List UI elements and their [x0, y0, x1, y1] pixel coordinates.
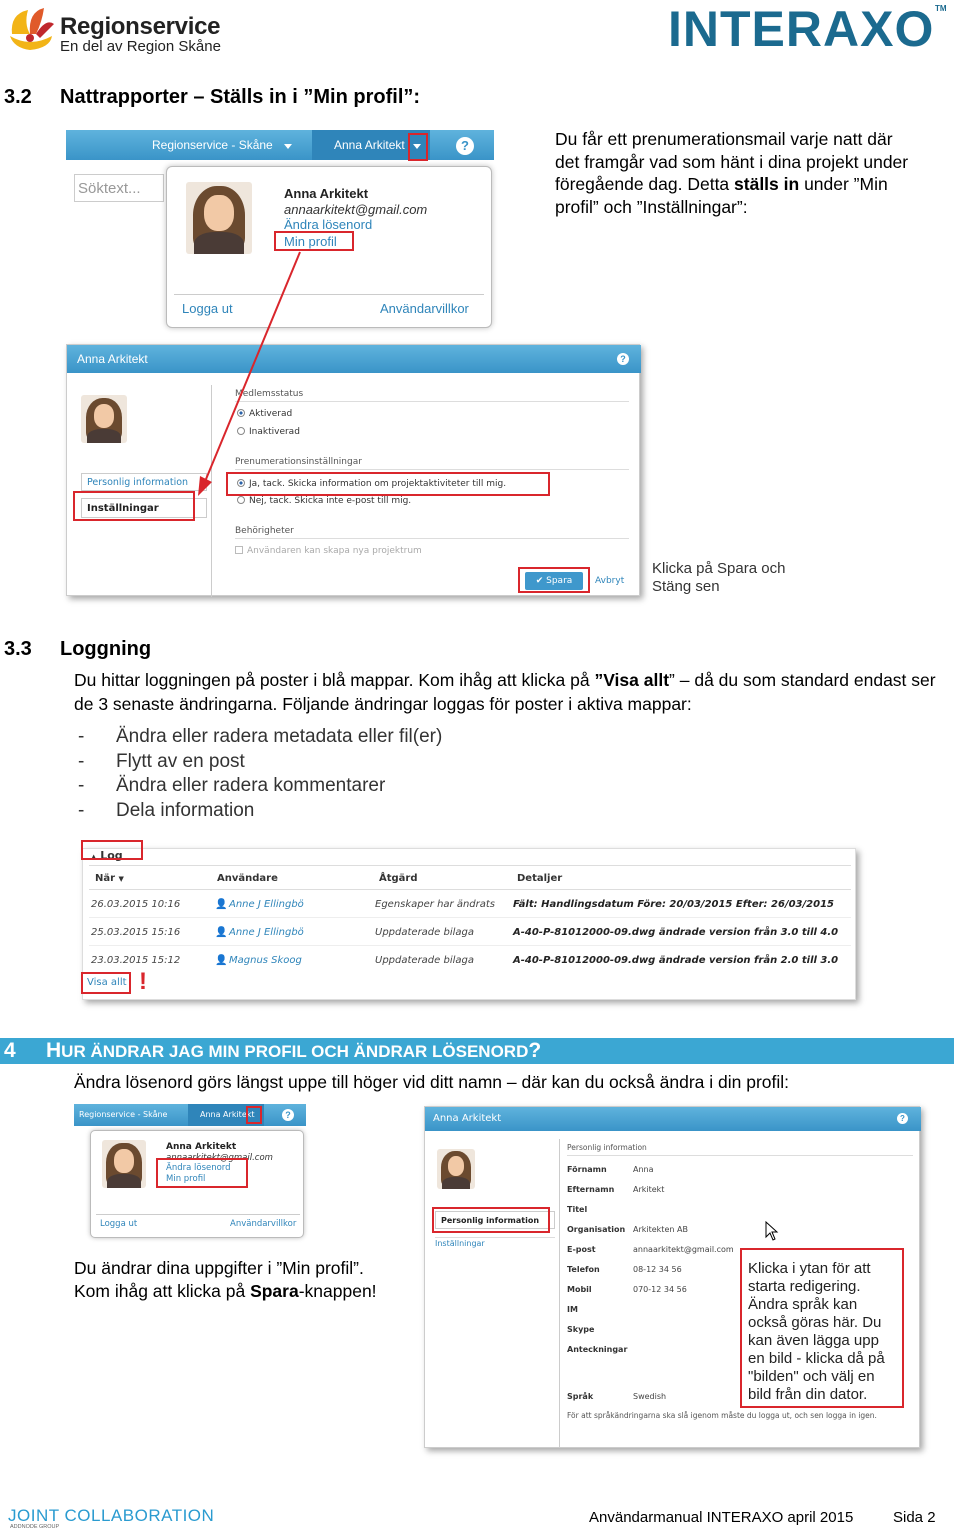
user-icon: 👤: [215, 927, 228, 938]
cancel-button[interactable]: Avbryt: [595, 576, 625, 586]
dropdown-user-email: annaarkitekt@gmail.com: [166, 1153, 273, 1163]
exclamation-mark: !: [139, 968, 147, 995]
highlight-user-dropdown: [408, 133, 428, 161]
tab-settings[interactable]: Inställningar: [435, 1239, 485, 1248]
section-4-intro: Ändra lösenord görs längst uppe till höger vid ditt namn – där kan du också ändra i din profil:: [74, 1072, 790, 1092]
section-heading: Personlig information: [567, 1143, 647, 1152]
list-item: - Flytt av en post: [78, 750, 245, 772]
list-item: - Ändra eller radera metadata eller fil(er): [78, 726, 443, 747]
my-profile-link[interactable]: Min profil: [284, 234, 337, 249]
row-rule: [89, 945, 851, 946]
field-label: Organisation: [567, 1225, 626, 1234]
list-item: - Ändra eller radera kommentarer: [78, 775, 386, 796]
radio-active[interactable]: Aktiverad: [237, 409, 292, 419]
nav-user-label[interactable]: Anna Arkitekt: [200, 1110, 255, 1119]
list-item: - Dela information: [78, 799, 255, 821]
highlight-settings-tab: [73, 491, 195, 521]
checkbox-create-project-room[interactable]: Användaren kan skapa nya projektrum: [235, 546, 422, 556]
col-user: Användare: [217, 873, 278, 884]
section-3-2-number: 3.2: [4, 86, 32, 108]
callout-text: Klicka i ytan för att starta redigering. Ändra språk kan också göras här. Du kan även lägga upp en bild - klicka då på "bilden" och välj en bild från din dator.: [748, 1260, 885, 1403]
language-note: För att språkändringarna ska slå igenom måste du logga ut, och sen logga in igen.: [567, 1411, 877, 1420]
logo-title: Regionservice: [60, 13, 221, 40]
nav-left-label[interactable]: Regionservice - Skåne: [152, 138, 273, 152]
tab-personal-information[interactable]: Personlig information: [435, 1211, 555, 1229]
tab-settings[interactable]: Inställningar: [81, 498, 207, 518]
field-label: E-post: [567, 1245, 596, 1254]
nav-left-label[interactable]: Regionservice - Skåne: [79, 1110, 168, 1119]
collapse-icon: ▲: [91, 853, 97, 861]
highlight-show-all: [81, 972, 131, 994]
user-icon: 👤: [215, 899, 228, 910]
avatar[interactable]: [186, 182, 252, 254]
highlight-user-dropdown: [246, 1106, 262, 1124]
field-label: Titel: [567, 1205, 588, 1214]
help-icon[interactable]: ?: [897, 1113, 908, 1124]
terms-link[interactable]: Användarvillkor: [230, 1219, 297, 1229]
field-label: IM: [567, 1305, 578, 1314]
sort-down-icon: ▼: [118, 875, 124, 883]
log-tab[interactable]: ▲ Log: [91, 849, 123, 862]
avatar[interactable]: [437, 1149, 475, 1189]
section-rule: [567, 1155, 913, 1156]
permissions-rule: [235, 538, 629, 539]
highlight-log-tab: [81, 840, 143, 860]
avatar[interactable]: [81, 395, 127, 443]
profile-title: Anna Arkitekt: [433, 1113, 502, 1124]
save-button[interactable]: ✔ Spara: [525, 572, 583, 590]
row-rule: [89, 917, 851, 918]
log-header-rule: [89, 865, 851, 866]
field-label: Telefon: [567, 1265, 600, 1274]
check-icon: ✔: [535, 576, 544, 586]
tab-personal-information[interactable]: Personlig information: [81, 473, 207, 491]
logo-subtitle: En del av Region Skåne: [60, 38, 221, 55]
col-when[interactable]: När ▼: [95, 873, 124, 884]
dropdown-user-email: annaarkitekt@gmail.com: [284, 202, 428, 217]
show-all-link[interactable]: Visa allt: [87, 977, 127, 988]
field-label: Förnamn: [567, 1165, 607, 1174]
help-icon[interactable]: ?: [282, 1109, 294, 1121]
footer-title: Användarmanual INTERAXO april 2015: [589, 1509, 854, 1526]
settings-title: Anna Arkitekt: [77, 352, 148, 366]
permissions-heading: Behörigheter: [235, 526, 294, 536]
settings-screenshot: [66, 344, 640, 596]
field-value[interactable]: 08-12 34 56: [633, 1265, 682, 1274]
field-label: Anteckningar: [567, 1345, 628, 1354]
flower-logo-icon: [6, 4, 56, 52]
tab-rule: [435, 1237, 555, 1238]
user-icon: 👤: [215, 955, 228, 966]
footer-logo: JOINT COLLABORATION: [8, 1506, 215, 1525]
field-value[interactable]: 070-12 34 56: [633, 1285, 687, 1294]
section-3-3-title: Loggning: [60, 638, 152, 660]
change-password-link[interactable]: Ändra lösenord: [166, 1163, 231, 1173]
field-label: Skype: [567, 1325, 595, 1334]
col-details: Detaljer: [517, 873, 563, 884]
field-value[interactable]: annaarkitekt@gmail.com: [633, 1245, 734, 1254]
section-4-text: Du ändrar dina uppgifter i ”Min profil”. Kom ihåg att klicka på Spara-knappen!: [74, 1258, 377, 1301]
radio-subscribe-yes[interactable]: Ja, tack. Skicka information om projektaktiviteter till mig.: [237, 479, 506, 489]
section-3-3-number: 3.3: [4, 638, 32, 660]
search-placeholder: Söktext...: [78, 180, 141, 197]
field-value[interactable]: Arkitekt: [633, 1185, 665, 1194]
page-number: Sida 2: [893, 1509, 936, 1526]
field-label: Mobil: [567, 1285, 592, 1294]
logout-link[interactable]: Logga ut: [182, 301, 233, 316]
section-3-3-intro: Du hittar loggningen på poster i blå mappar. Kom ihåg att klicka på ”Visa allt” – då du som standard endast ser de 3 senaste ändringarna. Följande ändringar loggas för poster i aktiva mappar:: [74, 670, 936, 714]
nav-user-label[interactable]: Anna Arkitekt: [334, 138, 405, 152]
bullet-list: [78, 725, 442, 823]
arrow-icon: [190, 248, 310, 498]
section-4-number: 4: [4, 1039, 16, 1062]
section-4-title: HUR ÄNDRAR JAG MIN PROFIL OCH ÄNDRAR LÖSENORD?: [46, 1039, 542, 1062]
field-label: Efternamn: [567, 1185, 615, 1194]
avatar[interactable]: [102, 1140, 146, 1188]
footer-logo-sub: ADDNODE GROUP: [10, 1524, 60, 1530]
field-label: Språk: [567, 1392, 594, 1401]
dropdown-divider: [96, 1214, 300, 1215]
terms-link[interactable]: Användarvillkor: [380, 301, 469, 316]
settings-title-bar: [67, 345, 641, 373]
regionservice-logo: [6, 4, 236, 56]
my-profile-link[interactable]: Min profil: [166, 1174, 206, 1184]
logout-link[interactable]: Logga ut: [100, 1219, 138, 1229]
help-icon[interactable]: ?: [456, 137, 474, 155]
highlight-profile-links: [156, 1158, 248, 1188]
highlight-save-button: [518, 567, 590, 593]
profile-left-divider: [559, 1139, 560, 1447]
field-value[interactable]: Anna: [633, 1165, 654, 1174]
table-header-rule: [89, 889, 851, 890]
save-caption: Klicka på Spara och Stäng sen: [652, 560, 786, 595]
subscription-heading: Prenumerationsinställningar: [235, 457, 362, 467]
chevron-down-icon: [284, 144, 292, 149]
membership-heading: Medlemsstatus: [235, 389, 304, 399]
help-icon[interactable]: ?: [617, 353, 629, 365]
interaxo-logo: INTERAXO: [668, 1, 935, 57]
radio-subscribe-no[interactable]: Nej, tack. Skicka inte e-post till mig.: [237, 496, 411, 506]
field-value[interactable]: Arkitekten AB: [633, 1225, 688, 1234]
change-password-link[interactable]: Ändra lösenord: [284, 217, 373, 232]
field-value[interactable]: Swedish: [633, 1392, 667, 1401]
highlight-personal-info-tab: [432, 1207, 550, 1233]
log-screenshot: ▲ Log När ▼ Användare Åtgärd Detaljer 26.03.2015 10:16 👤 Anne J Ellingbö Egenskaper har ändrats Fält: Handlingsdatum Före: 20/03/2015 Efter: 26/03/2015 25.03.2015 15:16 👤 Anne J Ellingbö Uppdaterade bilaga A-40-P-81012000-09.dwg ändrade version från 3.0 till 4.0 23.03.2015 15:12 👤 Magnus Skoog Uppdaterade bilaga A-40-P-81012000-09.dwg ändrade version från 2.0 till 3.0 Visa allt: [82, 848, 856, 1000]
radio-inactive[interactable]: Inaktiverad: [237, 427, 300, 437]
col-action: Åtgärd: [379, 873, 418, 884]
cursor-arrow-icon: [765, 1221, 779, 1246]
section-3-2-description: Du får ett prenumerationsmail varje natt där det framgår vad som hänt i dina projekt under föregående dag. Detta ställs in under ”Min profil” och ”Inställningar”:: [555, 129, 909, 217]
dropdown-user-name: Anna Arkitekt: [284, 186, 369, 201]
section-3-2-title: Nattrapporter – Ställs in i ”Min profil”:: [60, 86, 421, 108]
dropdown-user-name: Anna Arkitekt: [166, 1142, 237, 1152]
trademark: TM: [935, 4, 947, 13]
